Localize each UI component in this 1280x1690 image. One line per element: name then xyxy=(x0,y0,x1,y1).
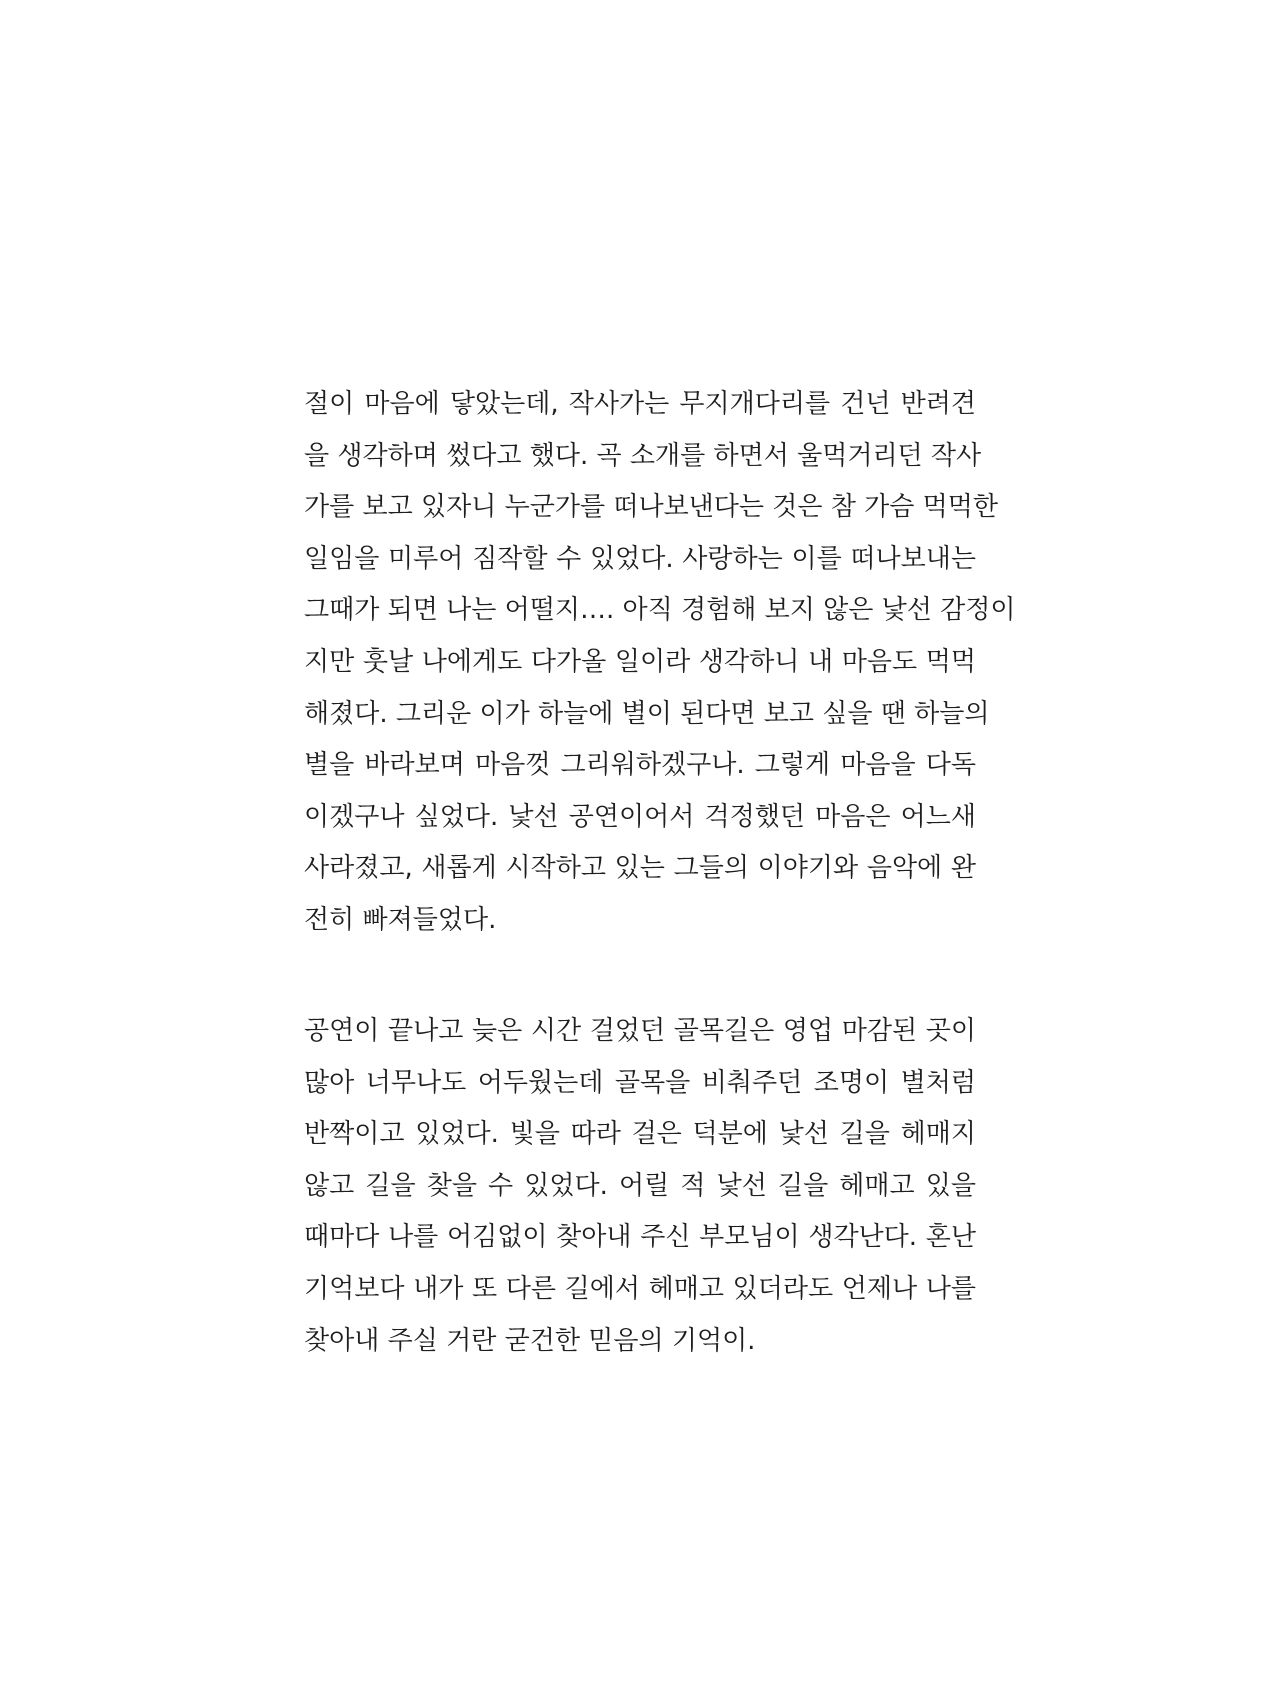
text-line: 전히 빠져들었다. xyxy=(304,904,497,935)
text-line: 반짝이고 있었다. 빛을 따라 걸은 덕분에 낯선 길을 헤매지 xyxy=(304,1119,976,1150)
text-line: 찾아내 주실 거란 굳건한 믿음의 기억이. xyxy=(304,1325,756,1356)
paragraph-2 xyxy=(304,1011,976,1372)
text-line: 많아 너무나도 어두웠는데 골목을 비춰주던 조명이 별처럼 xyxy=(304,1067,976,1098)
text-line: 사라졌고, 새롭게 시작하고 있는 그들의 이야기와 음악에 완 xyxy=(304,853,976,884)
text-line: 가를 보고 있자니 누군가를 떠나보낸다는 것은 참 가슴 먹먹한 xyxy=(304,492,999,523)
text-line: 을 생각하며 썼다고 했다. 곡 소개를 하면서 울먹거리던 작사 xyxy=(304,440,982,471)
text-line: 그때가 되면 나는 어떨지…. 아직 경험해 보지 않은 낯선 감정이 xyxy=(304,595,1016,626)
text-line: 지만 훗날 나에게도 다가올 일이라 생각하니 내 마음도 먹먹 xyxy=(304,646,976,677)
text-line: 않고 길을 찾을 수 있었다. 어릴 적 낯선 길을 헤매고 있을 xyxy=(304,1170,976,1201)
text-line: 이겠구나 싶었다. 낯선 공연이어서 걱정했던 마음은 어느새 xyxy=(304,801,976,832)
text-line: 절이 마음에 닿았는데, 작사가는 무지개다리를 건넌 반려견 xyxy=(304,389,976,419)
text-line: 기억보다 내가 또 다른 길에서 헤매고 있더라도 언제나 나를 xyxy=(304,1273,976,1304)
text-line: 때마다 나를 어김없이 찾아내 주신 부모님이 생각난다. 혼난 xyxy=(304,1222,976,1253)
paragraph-1 xyxy=(304,384,1016,952)
text-line: 일임을 미루어 짐작할 수 있었다. 사랑하는 이를 떠나보내는 xyxy=(304,543,976,574)
text-line: 해졌다. 그리운 이가 하늘에 별이 된다면 보고 싶을 땐 하늘의 xyxy=(304,698,990,729)
text-line: 공연이 끝나고 늦은 시간 걸었던 골목길은 영업 마감된 곳이 xyxy=(304,1016,976,1046)
text-line: 별을 바라보며 마음껏 그리워하겠구나. 그렇게 마음을 다독 xyxy=(304,750,976,781)
